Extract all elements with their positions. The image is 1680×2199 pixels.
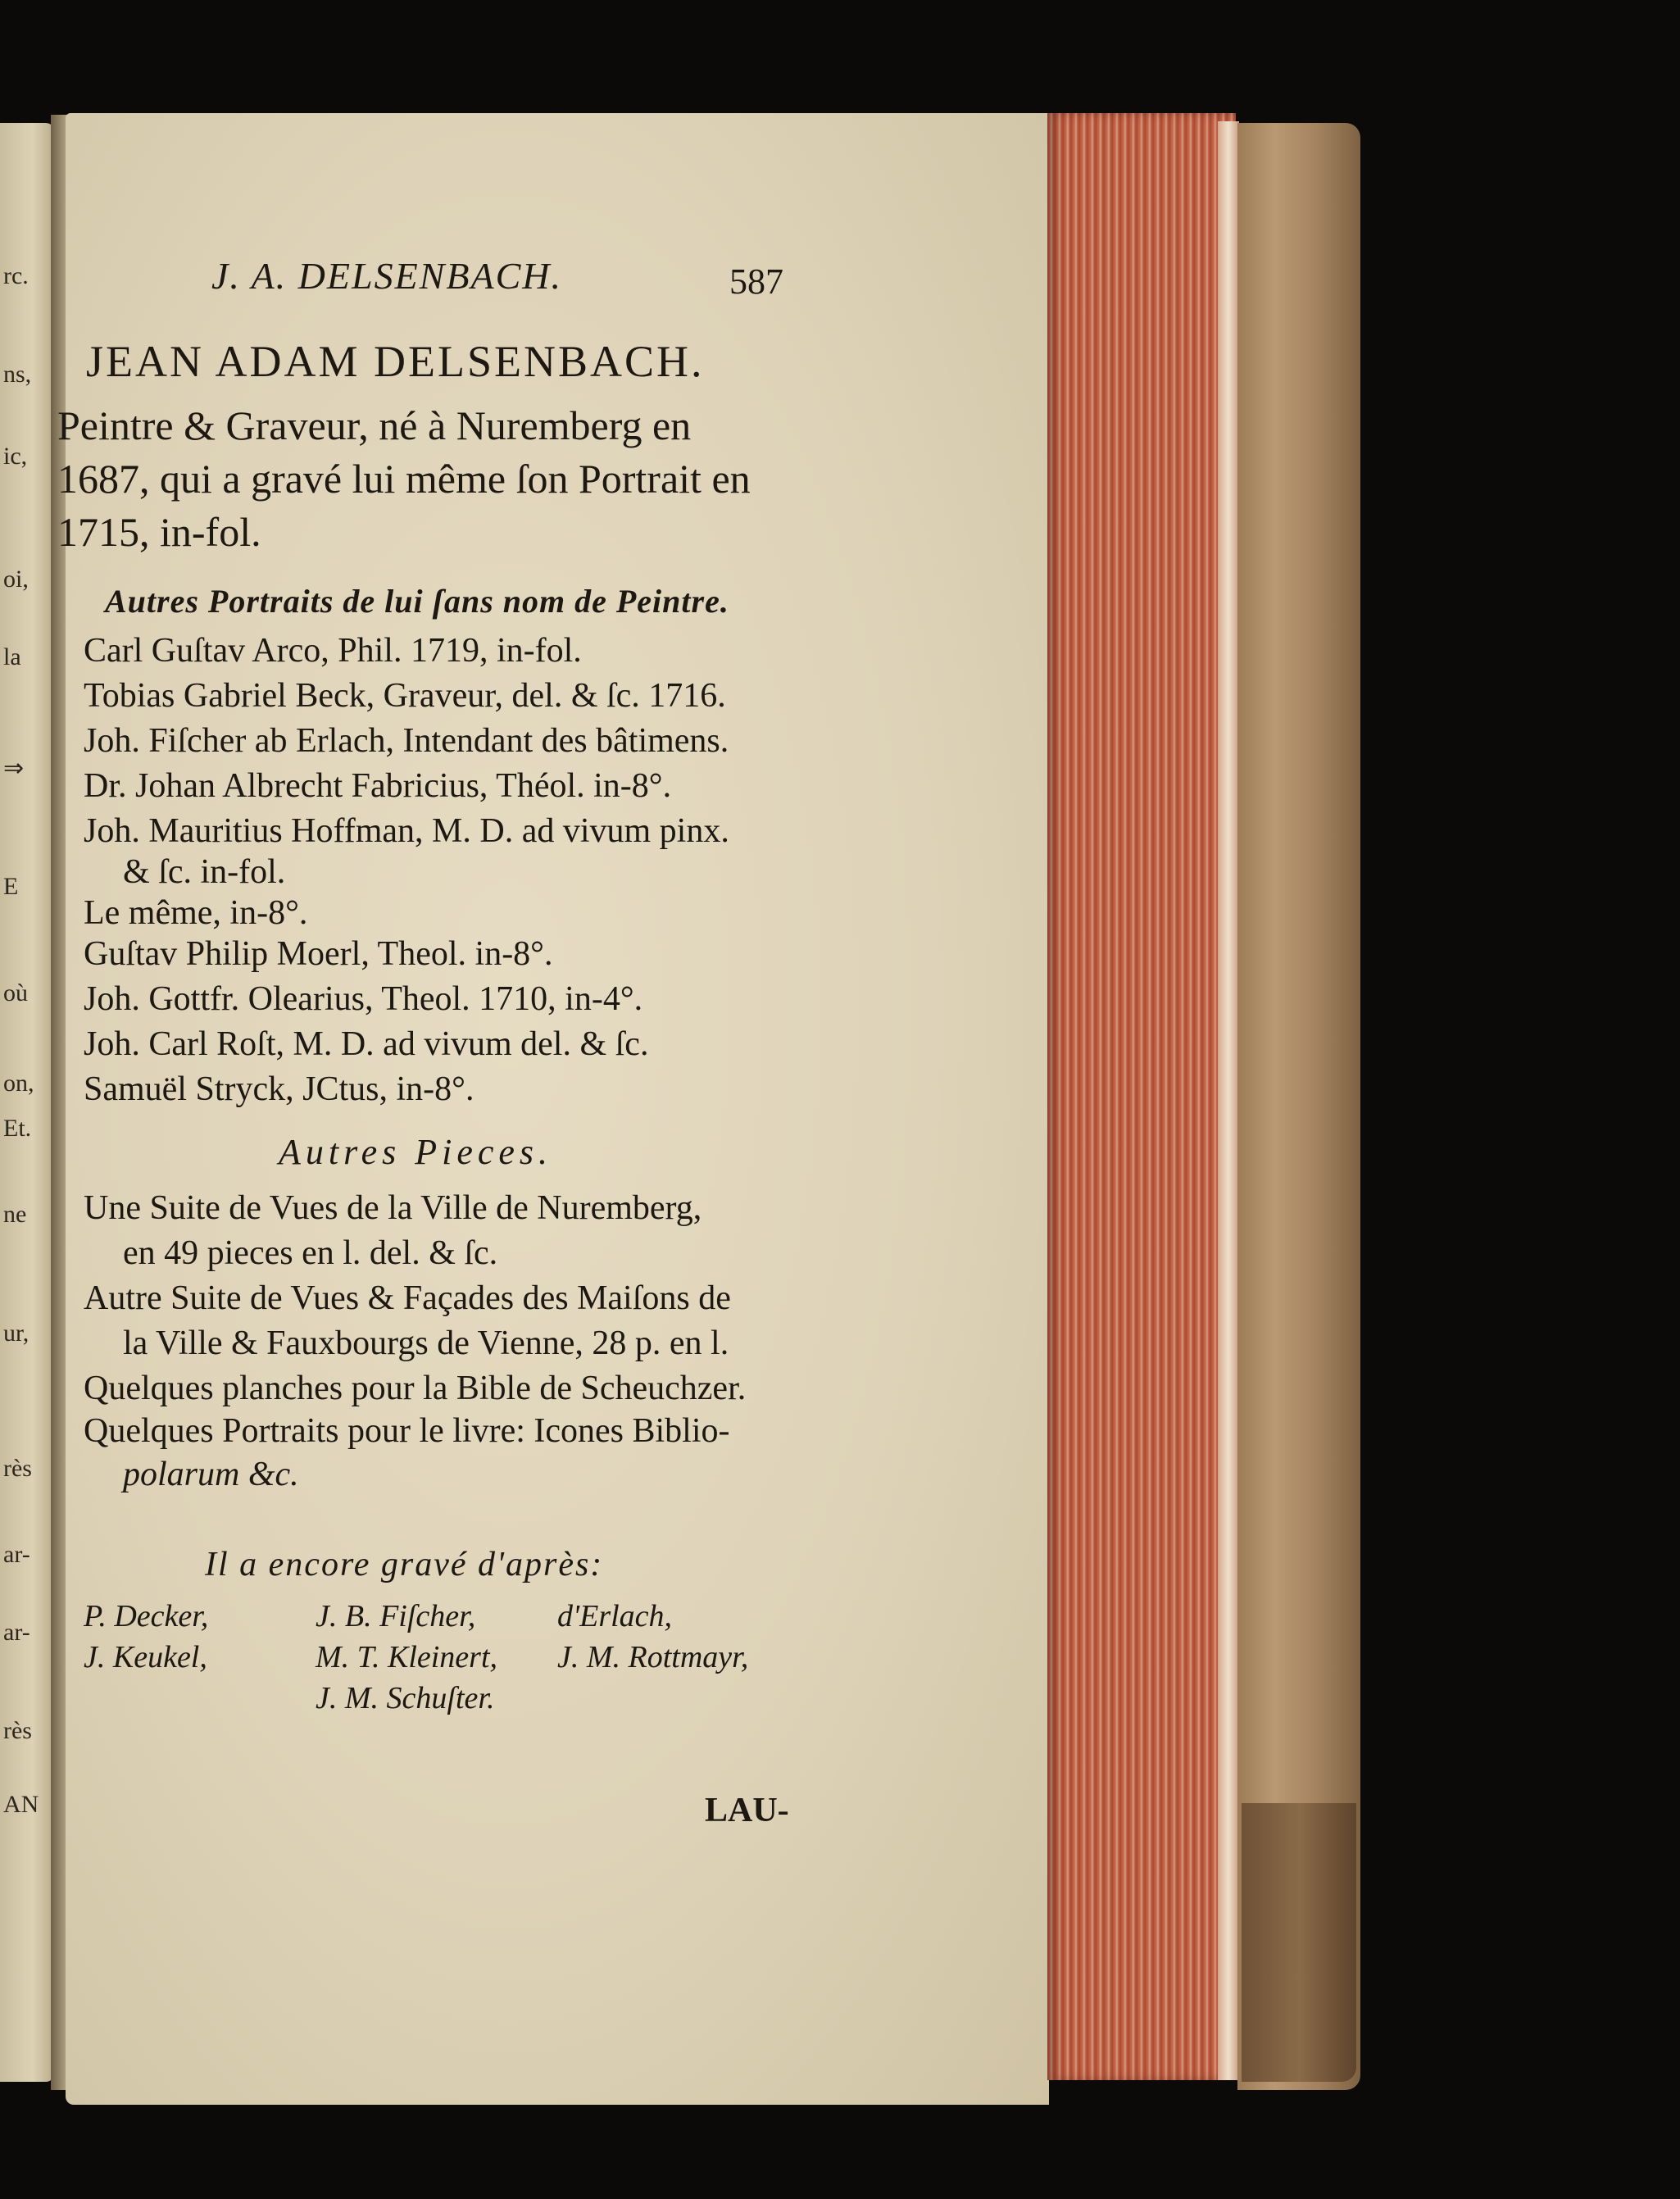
engraver-name: d'Erlach, [557, 1599, 673, 1633]
piece-line: Quelques planches pour la Bible de Scheuchzer. [84, 1370, 747, 1407]
intro-line: 1687, qui a gravé lui même ſon Portrait en [57, 456, 751, 502]
left-page-fragment: rc. [3, 262, 29, 289]
portrait-item: Joh. Mauritius Hoffman, M. D. ad vivum pinx. [84, 812, 729, 850]
left-page-fragment: ns, [3, 361, 32, 388]
left-page-fragment: ⇒ [3, 755, 25, 782]
left-page-fragment: ar- [3, 1541, 30, 1568]
piece-line-continuation: polarum &c. [123, 1456, 299, 1493]
piece-line: Une Suite de Vues de la Ville de Nuremberg, [84, 1189, 702, 1227]
portrait-item: Dr. Johan Albrecht Fabricius, Théol. in-8°. [84, 767, 672, 805]
red-fore-edge [1047, 113, 1236, 2080]
portrait-item-continuation: & ſc. in-fol. [123, 853, 286, 891]
running-title: J. A. DELSENBACH. [211, 255, 562, 297]
left-page-fragment: la [3, 643, 21, 670]
portrait-item: Joh. Gottfr. Olearius, Theol. 1710, in-4°. [84, 980, 643, 1018]
after-heading: Il a encore gravé d'après: [205, 1546, 604, 1583]
piece-line: Quelques Portraits pour le livre: Icones Biblio- [84, 1412, 730, 1450]
engraver-name: J. M. Schuſter. [316, 1681, 495, 1715]
left-page-fragment: E [3, 873, 19, 900]
left-page-fragment: on, [3, 1070, 34, 1097]
book-cover [1237, 123, 1360, 2090]
book-cover-shadow [1242, 1803, 1356, 2082]
page-block-edge [1218, 121, 1239, 2080]
left-page-fragment: AN [3, 1791, 39, 1818]
portrait-item: Joh. Fiſcher ab Erlach, Intendant des bâtimens. [84, 722, 729, 760]
left-page-fragment: ur, [3, 1320, 30, 1347]
left-page-fragment: ne [3, 1201, 27, 1228]
engraver-name: J. M. Rottmayr, [557, 1640, 749, 1674]
portraits-heading: Autres Portraits de lui ſans nom de Peintre. [105, 583, 729, 620]
facing-page-edge [0, 123, 54, 2082]
piece-line-continuation: la Ville & Fauxbourgs de Vienne, 28 p. en l. [123, 1324, 729, 1362]
left-page-fragment: ic, [3, 443, 28, 470]
entry-title: JEAN ADAM DELSENBACH. [86, 337, 705, 386]
engraver-name: P. Decker, [84, 1599, 209, 1633]
intro-line: Peintre & Graveur, né à Nuremberg en [57, 402, 692, 448]
left-page-fragment: où [3, 979, 28, 1006]
page-number: 587 [729, 261, 783, 302]
intro-line: 1715, in-fol. [57, 509, 261, 555]
portrait-item: Le même, in-8°. [84, 894, 308, 932]
left-page-fragment: oi, [3, 566, 29, 593]
portrait-item: Guſtav Philip Moerl, Theol. in-8°. [84, 935, 553, 973]
engraver-name: J. B. Fiſcher, [316, 1599, 476, 1633]
catchword: LAU- [705, 1792, 789, 1829]
left-page-fragment: ar- [3, 1619, 30, 1646]
portrait-item: Tobias Gabriel Beck, Graveur, del. & ſc. 1716. [84, 677, 726, 715]
pieces-heading: Autres Pieces. [279, 1132, 553, 1172]
engraver-name: M. T. Kleinert, [316, 1640, 498, 1674]
left-page-fragment: Et. [3, 1115, 32, 1142]
portrait-item: Joh. Carl Roſt, M. D. ad vivum del. & ſc. [84, 1025, 649, 1063]
piece-line-continuation: en 49 pieces en l. del. & ſc. [123, 1234, 498, 1272]
piece-line: Autre Suite de Vues & Façades des Maiſons de [84, 1279, 731, 1317]
left-page-fragment: rès [3, 1717, 32, 1744]
left-page-fragment: rès [3, 1455, 32, 1482]
portrait-item: Samuël Stryck, JCtus, in-8°. [84, 1070, 474, 1108]
portrait-item: Carl Guſtav Arco, Phil. 1719, in-fol. [84, 632, 582, 670]
engraver-name: J. Keukel, [84, 1640, 207, 1674]
